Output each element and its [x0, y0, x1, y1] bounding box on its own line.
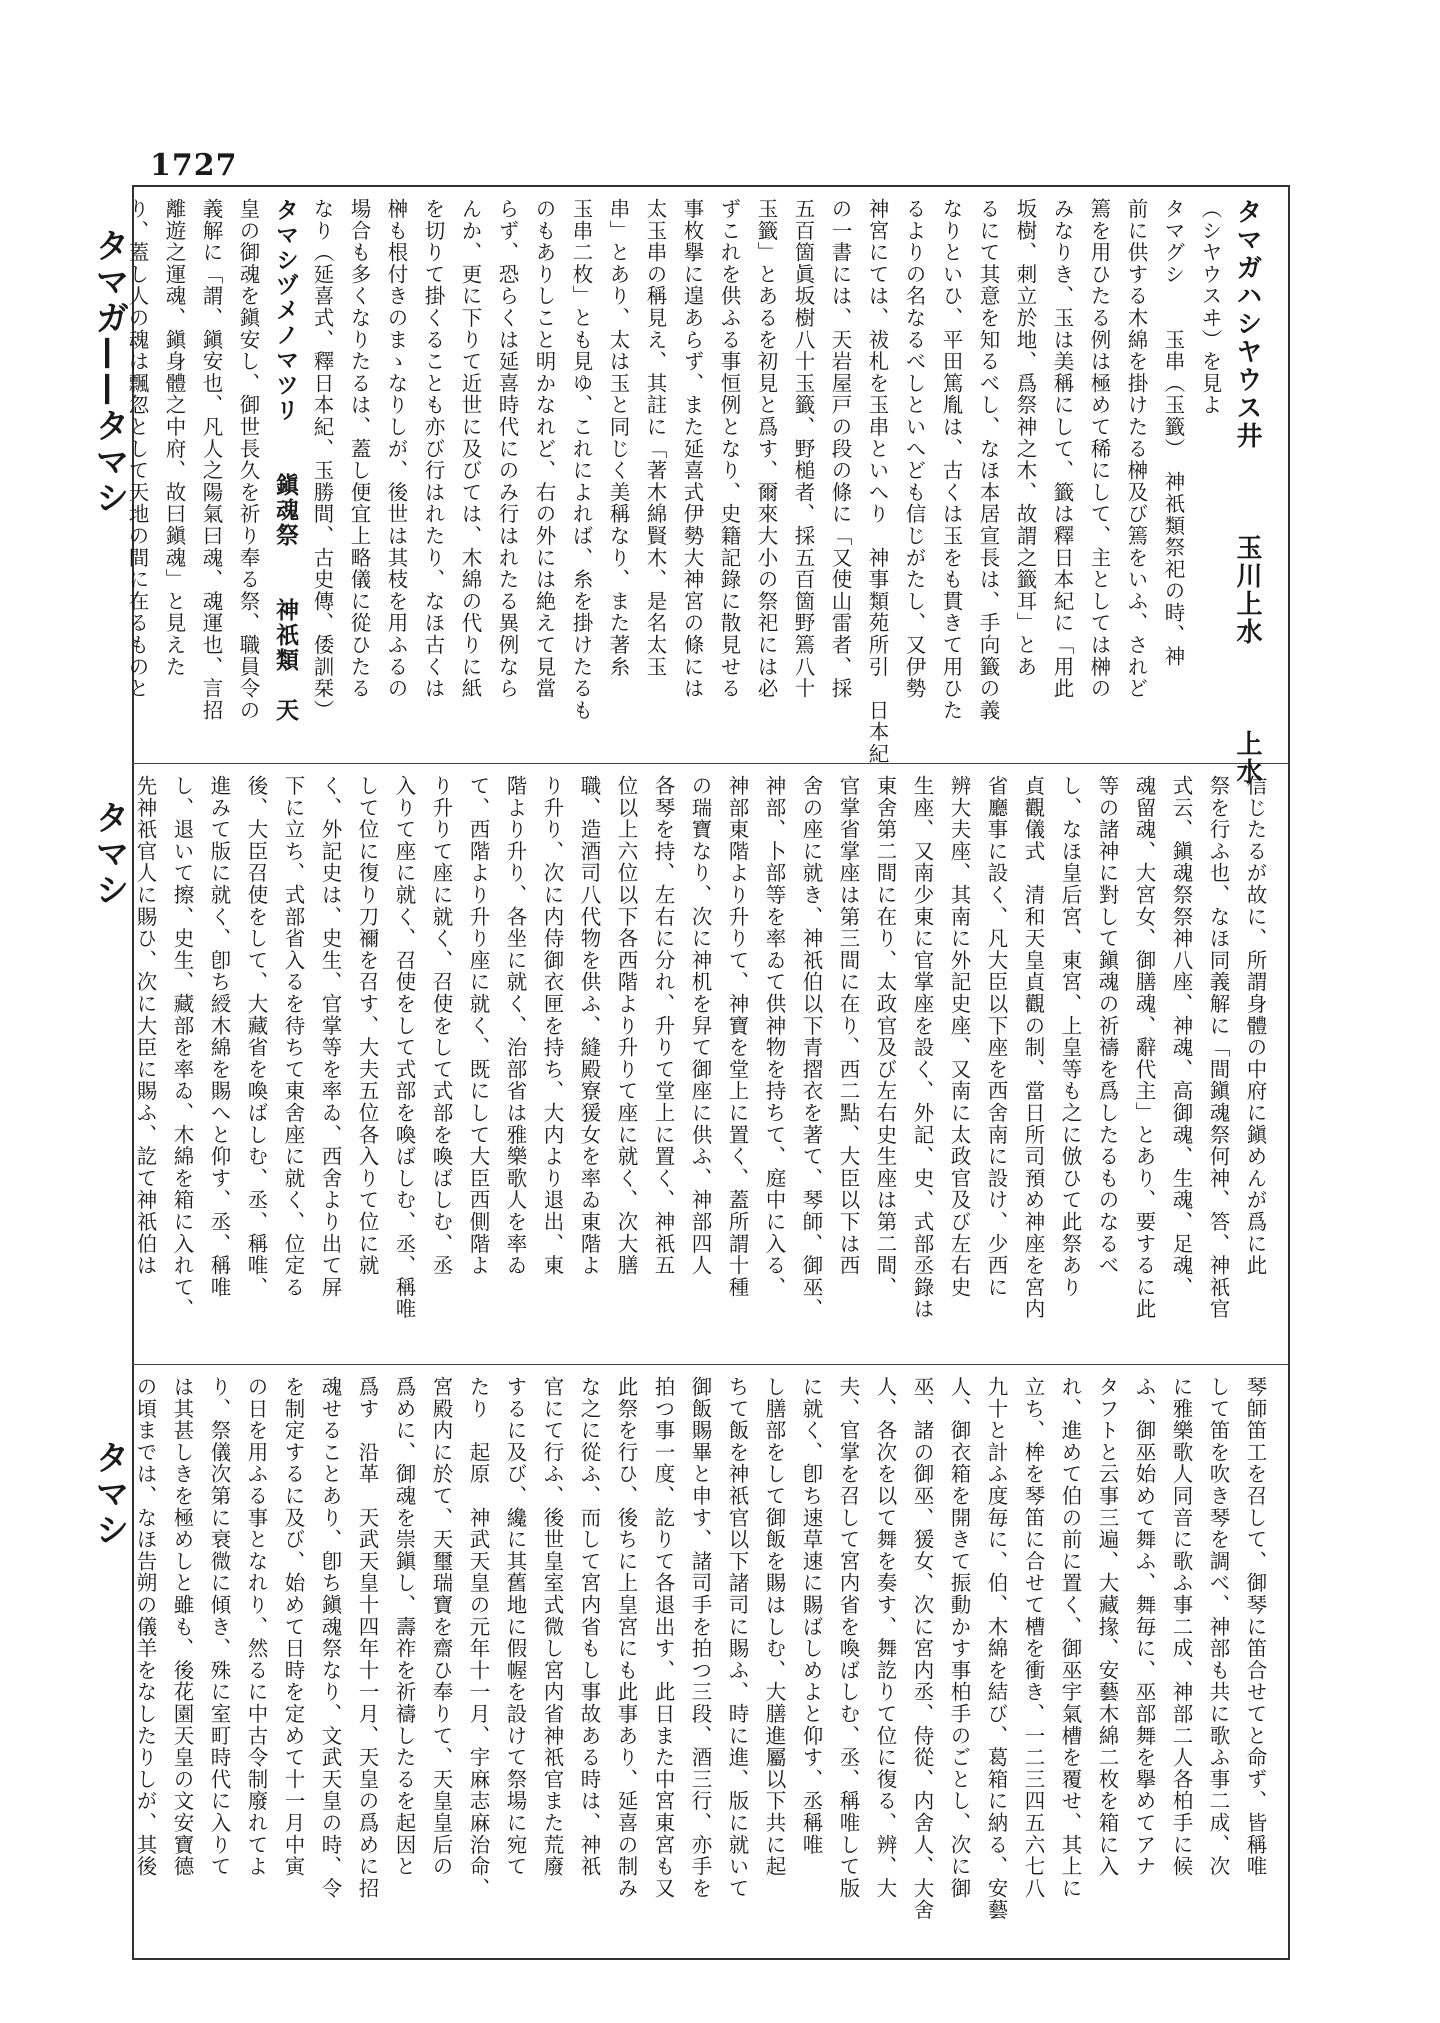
text-column: の頃までは、なほ告朔の儀羊をなしたりしが、其後 [133, 1376, 157, 1878]
text-column: 位以上六位以下各西階より升りて座に就く、次大膳 [614, 775, 638, 1277]
side-header-3: タマシ [89, 1440, 129, 1548]
text-column: く、外記史は、史生、官掌等を率ゐ、西舍より出て屏 [318, 775, 342, 1299]
text-column: たり 起原 神武天皇の元年十一月、宇麻志麻治命、 [466, 1376, 490, 1900]
text-column: 篶を用ひたる例は極めて稀にして、主としては榊の [1087, 198, 1111, 700]
text-column: 辨大夫座、其南に外記史座、又南に太政官及び左右史 [947, 775, 971, 1299]
text-column: の瑞寶なり、次に神机を舁て御座に供ふ、神部四人 [688, 775, 712, 1277]
text-column: は其甚しきを極めしと雖も、後花園天皇の文安寶德 [170, 1376, 194, 1878]
text-column: 玉串二枚」とも見ゆ、これによれば、糸を掛けたるも [569, 198, 593, 722]
text-column: 爲めに、御魂を崇鎭し、壽祚を祈禱したるを起因と [392, 1376, 416, 1878]
text-column: 離遊之運魂、鎭身體之中府、故曰鎭魂」と見えた [162, 198, 186, 678]
text-column: 官にて行ふ、後世皇室式微し宮内省神祇官また荒廢 [540, 1376, 564, 1878]
text-column: して笛を吹き琴を調べ、神部も共に歌ふ事二成、次 [1206, 1376, 1230, 1878]
text-column: 後、大臣召使をして、大藏省を喚ばしむ、丞、稱唯、 [244, 775, 268, 1299]
text-column: 此祭を行ひ、後ちに上皇宮にも此事あり、延喜の制み [614, 1376, 638, 1900]
section-divider-2 [132, 1364, 1290, 1365]
text-column: 魂せることあり、卽ち鎭魂祭なり、文武天皇の時、令 [318, 1376, 342, 1900]
text-column: ずこれを供ふる事恒例となり、史籍記錄に散見せる [717, 198, 741, 700]
text-column: 義解に「謂、鎭安也、凡人之陽氣曰魂、魂運也、言招 [199, 198, 223, 722]
text-column: に雅樂歌人同音に歌ふ事二成、神部二人各柏手に候 [1169, 1376, 1193, 1878]
text-column: 御飯賜畢と申す、諸司手を拍つ三段、酒三行、亦手を [688, 1376, 712, 1900]
text-column: 拍つ事一度、訖りて各退出す、此日また中宮東宮も又 [651, 1376, 675, 1900]
text-column: らず、恐らくは延喜時代にのみ行はれたる異例なら [495, 198, 519, 700]
text-column: るにて其意を知るべし、なほ本居宣長は、手向籤の義 [976, 198, 1000, 722]
text-column: の日を用ふる事となれり、然るに中古令制廢れてよ [244, 1376, 268, 1878]
text-column: 祭を行ふ也、なほ同義解に「間鎭魂祭何神、答、神祇官 [1206, 775, 1230, 1320]
text-column: し膳部をして御飯を賜はしむ、大膳進屬以下共に起 [762, 1376, 786, 1878]
text-column: 神部、卜部等を率ゐて供神物を持ちて、庭中に入る、 [762, 775, 786, 1299]
text-column: 皇の御魂を鎭安し、御世長久を祈り奉る祭、職員令の [236, 198, 260, 722]
text-column: みなりき、玉は美稱にして、籤は釋日本紀に「用此 [1050, 198, 1074, 700]
side-header-1: タマガ——タマシ [89, 228, 129, 516]
text-column: なり（延喜式、釋日本紀、玉勝間、古史傳、倭訓栞） [310, 198, 334, 722]
text-column: 琴師笛工を召して、御琴に笛合せてと命ず、皆稱唯 [1243, 1376, 1267, 1878]
text-column: 榊も根付きのまゝなりしが、後世は其枝を用ふるの [384, 198, 408, 700]
text-column: を切りて掛くることも亦び行はれたり、なほ古くは [421, 198, 445, 700]
text-column: を制定するに及び、始めて日時を定めて十一月中寅 [281, 1376, 305, 1878]
text-column: ちて飯を神祇官以下諸司に賜ふ、時に進、版に就いて [725, 1376, 749, 1900]
text-column: のもありしこと明かなれど、右の外には絶えて見當 [532, 198, 556, 700]
text-column: んか、更に下りて近世に及びては、木綿の代りに紙 [458, 198, 482, 700]
entry-heading: タマガハシヤウス井 玉川上水 上水 [1232, 198, 1262, 786]
text-column: 進みて版に就く、卽ち綬木綿を賜へと仰す、丞、稱唯 [207, 775, 231, 1299]
text-column: 魂留魂、大宮女、御膳魂、辭代主」とあり、要するに此 [1132, 775, 1156, 1320]
text-column: タフトと云事三遍、大藏掾、安藝木綿二枚を箱に入 [1095, 1376, 1119, 1878]
text-column: 下に立ち、式部省入るを待ちて東舍座に就く、位定る [281, 775, 305, 1299]
text-column: 前に供する木綿を掛けたる榊及び篶をいふ、されど [1124, 198, 1148, 700]
text-column: ふ、御巫始めて舞ふ、舞毎に、巫部舞を擧めてアナ [1132, 1376, 1156, 1878]
text-column: 坂樹、刺立於地、爲祭神之木、故謂之籤耳」とあ [1013, 198, 1037, 678]
entry-heading-chinkonsai: タマシヅメノマツリ 鎭魂祭 神祇類 天 [272, 198, 298, 723]
bottom-section-text [133, 1376, 1273, 1951]
text-column: 階より升り、各坐に就く、治部省は雅樂歌人を率ゐ [503, 775, 527, 1277]
text-column: 生座、又南少東に官掌座を設く、外記、史、式部丞錄は [910, 775, 934, 1320]
text-column: 人、各次を以て舞を奏す、舞訖りて位に復る、辨、大 [873, 1376, 897, 1900]
text-column: 式云、鎭魂祭祭神八座、神魂、高御魂、生魂、足魂、 [1169, 775, 1193, 1299]
text-column: 夫、官掌を召して宮内省を喚ばしむ、丞、稱唯して版 [836, 1376, 860, 1900]
entry-heading-tamagushi: タマグシ 玉串（玉籤） 神祇類祭祀の時、神 [1161, 198, 1185, 668]
text-column: 立ち、桙を琴笛に合せて槽を衝き、一二三四五六七八 [1021, 1376, 1045, 1900]
text-column: り、祭儀次第に衰微に傾き、殊に室町時代に入りて [207, 1376, 231, 1878]
text-column: 各琴を持、左右に分れ、升りて堂上に置く、神祇五 [651, 775, 675, 1277]
text-column: 神宮にては、祓札を玉串といへり 神事類苑所引 日本紀 [865, 198, 889, 765]
text-column: 貞觀儀式 清和天皇貞觀の制、當日所司預め神座を宮内 [1021, 775, 1045, 1320]
text-column: 省廳事に設く、凡大臣以下座を西舍南に設け、少西に [984, 775, 1008, 1299]
text-column: の一書には、天岩屋戸の段の條に「又使山雷者、採 [828, 198, 852, 700]
text-column: 東舍第二間に在り、太政官及び左右史生座は第二間、 [873, 775, 897, 1299]
page-number: 1727 [150, 148, 238, 183]
side-header-2: タマシ [89, 800, 129, 908]
text-column: り升りて座に就く、召使をして式部を喚ばしむ、丞 [429, 775, 453, 1277]
text-column: に就く、卽ち速草速に賜ばしめよと仰す、丞稱唯 [799, 1376, 823, 1856]
text-column: し、なほ皇后宮、東宮、上皇等も之に倣ひて此祭あり [1058, 775, 1082, 1299]
text-column: 官掌省掌座は第三間に在り、西二點、大臣以下は西 [836, 775, 860, 1277]
text-column: て、西階より升り座に就く、既にして大臣西側階よ [466, 775, 490, 1277]
text-column: し、退いて擦、史生、藏部を率ゐ、木綿を箱に入れて、 [170, 775, 194, 1320]
text-column: 九十と計ふ度毎に、伯、木綿を結び、葛箱に納る、安藝 [984, 1376, 1008, 1921]
text-column: 巫、諸の御巫、猨女、次に宮内丞、侍從、内舍人、大舍 [910, 1376, 934, 1921]
text-column: して位に復り刀禰を召す、大夫五位各入りて位に就 [355, 775, 379, 1277]
text-column: 先神祇官人に賜ひ、次に大臣に賜ふ、訖て神祇伯は [133, 775, 157, 1277]
text-column: 太玉串の稱見え、其註に「著木綿賢木、是名太玉 [643, 198, 667, 678]
text-column: 入りて座に就く、召使をして式部を喚ばしむ、丞、稱唯 [392, 775, 416, 1320]
text-column: 串」とあり、太は玉と同じく美稱なり、また著糸 [606, 198, 630, 678]
text-column: 爲す 沿革 天武天皇十四年十一月、天皇の爲めに招 [355, 1376, 379, 1900]
text-column: （シヤウスヰ）を見よ [1198, 198, 1222, 416]
section-divider-1 [132, 763, 1290, 764]
text-column: り升り、次に内侍御衣匣を持ち、大内より退出、東 [540, 775, 564, 1277]
text-column: 職、造酒司八代物を供ふ、縫殿寮猨女を率ゐ東階よ [577, 775, 601, 1277]
text-column: 信じたるが故に、所謂身體の中府に鎭めんが爲に此 [1243, 775, 1267, 1277]
text-column: 人、御衣箱を開きて振動かす事柏手のごとし、次に御 [947, 1376, 971, 1900]
text-column: 五百箇眞坂樹八十玉籤、野槌者、採五百箇野篶八十 [791, 198, 815, 700]
text-column: 宮殿内に於て、天璽瑞寶を齋ひ奉りて、天皇皇后の [429, 1376, 453, 1878]
top-section-text [125, 198, 1265, 786]
text-column: れ、進めて伯の前に置く、御巫宇氣槽を覆せ、其上に [1058, 1376, 1082, 1900]
text-column: 等の諸神に對して鎭魂の祈禱を爲したるものなるべ [1095, 775, 1119, 1277]
text-column: 神部東階より升りて、神寶を堂上に置く、蓋所謂十種 [725, 775, 749, 1299]
text-column: 玉籤」とあるを初見と爲す、爾來大小の祭祀には必 [754, 198, 778, 700]
text-column: り、蓋し人の魂は飄忽として天地の間に在るものと [125, 198, 149, 700]
text-column: な之に從ふ、而して宮内省もし事故ある時は、神祇 [577, 1376, 601, 1878]
middle-section-text [133, 775, 1273, 1355]
text-column: 事枚擧に遑あらず、また延喜式伊勢大神宮の條には [680, 198, 704, 700]
text-column: 舍の座に就き、神祇伯以下青摺衣を著て、琴師、御巫、 [799, 775, 823, 1320]
text-column: なりといひ、平田篤胤は、古くは玉をも貫きて用ひた [939, 198, 963, 722]
text-column: るよりの名なるべしといへども信じがたし、又伊勢 [902, 198, 926, 700]
text-column: するに及び、纔に其舊地に假幄を設けて祭場に宛て [503, 1376, 527, 1878]
text-column: 場合も多くなりたるは、蓋し便宜上略儀に從ひたる [347, 198, 371, 700]
